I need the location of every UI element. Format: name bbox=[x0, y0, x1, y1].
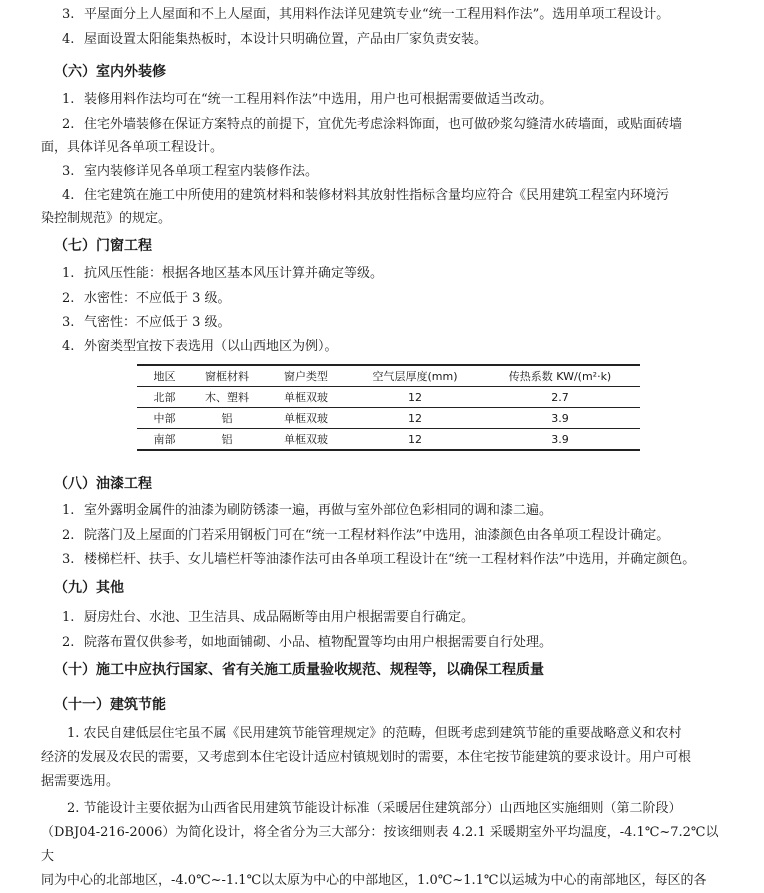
list-item: 1. 抗风压性能：根据各地区基本风压计算并确定等级。 bbox=[62, 266, 384, 281]
list-item: 3. 室内装修详见各单项工程室内装修作法。 bbox=[62, 164, 319, 179]
table-cell: 木、塑料 bbox=[205, 391, 249, 404]
list-item: 2. 水密性：不应低于 3 级。 bbox=[62, 291, 231, 306]
section-heading: （十一）建筑节能 bbox=[54, 697, 166, 713]
window-type-table bbox=[137, 364, 640, 451]
table-row bbox=[137, 429, 640, 451]
table-row bbox=[137, 387, 640, 408]
section-heading: （八）油漆工程 bbox=[54, 476, 152, 492]
list-item: 3. 平屋面分上人屋面和不上人屋面，其用料作法详见建筑专业“统一工程用料作法”。选用单项工程设计。 bbox=[62, 7, 670, 22]
list-item-continuation: 染控制规范》的规定。 bbox=[41, 211, 172, 226]
table-header-row bbox=[137, 365, 640, 387]
table-cell: 12 bbox=[408, 411, 422, 425]
table-cell: 铝 bbox=[221, 412, 233, 425]
list-item: 1. 厨房灶台、水池、卫生洁具、成品隔断等由用户根据需要自行确定。 bbox=[62, 610, 475, 625]
list-item: 2. 住宅外墙装修在保证方案特点的前提下，宜优先考虑涂料饰面，也可做砂浆勾缝清水砖墙面，或贴面砖墙 bbox=[62, 117, 683, 132]
list-item: 1. 室外露明金属件的油漆为刷防锈漆一遍，再做与室外部位色彩相同的调和漆二遍。 bbox=[62, 503, 553, 518]
table-cell: 12 bbox=[408, 390, 422, 404]
table-cell: 3.9 bbox=[551, 432, 569, 446]
list-item: 4. 屋面设置太阳能集热板时，本设计只明确位置，产品由厂家负责安装。 bbox=[62, 32, 488, 47]
column-header: 地区 bbox=[153, 370, 176, 383]
paragraph: 1. 农民自建低层住宅虽不属《民用建筑节能管理规定》的范畴，但既考虑到建筑节能的重要战略意义和农村 经济的发展及农民的需要，又考虑到本住宅设计适应村镇规划时的需要，本住宅按节能建筑的要求设计。用户可根 据需要选用。 bbox=[41, 726, 692, 789]
table-cell: 3.9 bbox=[551, 411, 569, 425]
section-heading: （十）施工中应执行国家、省有关施工质量验收规范、规程等，以确保工程质量 bbox=[54, 662, 544, 678]
list-item-continuation: 面，具体详见各单项工程设计。 bbox=[41, 140, 224, 155]
section-heading: （九）其他 bbox=[54, 580, 124, 596]
table-cell: 2.7 bbox=[551, 390, 569, 404]
paragraph: 2. 节能设计主要依据为山西省民用建筑节能设计标准（采暖居住建筑部分）山西地区实施细则（第二阶段） （DBJ04-216-2006）为简化设计，将全省分为三大部分：按该细则表 4.2.1 采暖期室外平均温度，-4.1℃~7.2℃以大 同为中心的北部地区，-4.0℃~-1.1℃以太原为中心的中部地区，1.0℃~1.1℃以运城为中心的南部地区，每区的各 bbox=[41, 801, 719, 888]
table-row bbox=[137, 408, 640, 429]
list-item: 4. 住宅建筑在施工中所使用的建筑材料和装修材料其放射性指标含量均应符合《民用建筑工程室内环境污 bbox=[62, 188, 670, 203]
table-cell: 北部 bbox=[153, 391, 176, 404]
table-cell: 单框双玻 bbox=[284, 412, 328, 425]
table-cell: 单框双玻 bbox=[284, 391, 328, 404]
table-cell: 12 bbox=[408, 432, 422, 446]
column-header: 窗框材料 bbox=[205, 370, 249, 383]
section-heading: （六）室内外装修 bbox=[54, 64, 166, 80]
list-item: 2. 院落门及上屋面的门若采用钢板门可在“统一工程材料作法”中选用，油漆颜色由各单项工程设计确定。 bbox=[62, 528, 670, 543]
list-item: 3. 气密性：不应低于 3 级。 bbox=[62, 315, 231, 330]
list-item: 2. 院落布置仅供参考，如地面铺砌、小品、植物配置等均由用户根据需要自行处理。 bbox=[62, 635, 553, 650]
table-cell: 单框双玻 bbox=[284, 433, 328, 446]
table-cell: 中部 bbox=[153, 412, 176, 425]
table-cell: 铝 bbox=[221, 433, 233, 446]
list-item: 1. 装修用料作法均可在“统一工程用料作法”中选用，用户也可根据需要做适当改动。 bbox=[62, 92, 553, 107]
table-cell: 南部 bbox=[153, 433, 176, 446]
column-header: 窗户类型 bbox=[284, 370, 328, 383]
section-heading: （七）门窗工程 bbox=[54, 238, 152, 254]
list-item: 4. 外窗类型宜按下表选用（以山西地区为例）。 bbox=[62, 339, 338, 354]
column-header: 传热系数 KW/(m²·k) bbox=[508, 370, 612, 383]
list-item: 3. 楼梯栏杆、扶手、女儿墙栏杆等油漆作法可由各单项工程设计在“统一工程材料作法”中选用，并确定颜色。 bbox=[62, 552, 696, 567]
column-header: 空气层厚度(mm) bbox=[372, 370, 458, 383]
